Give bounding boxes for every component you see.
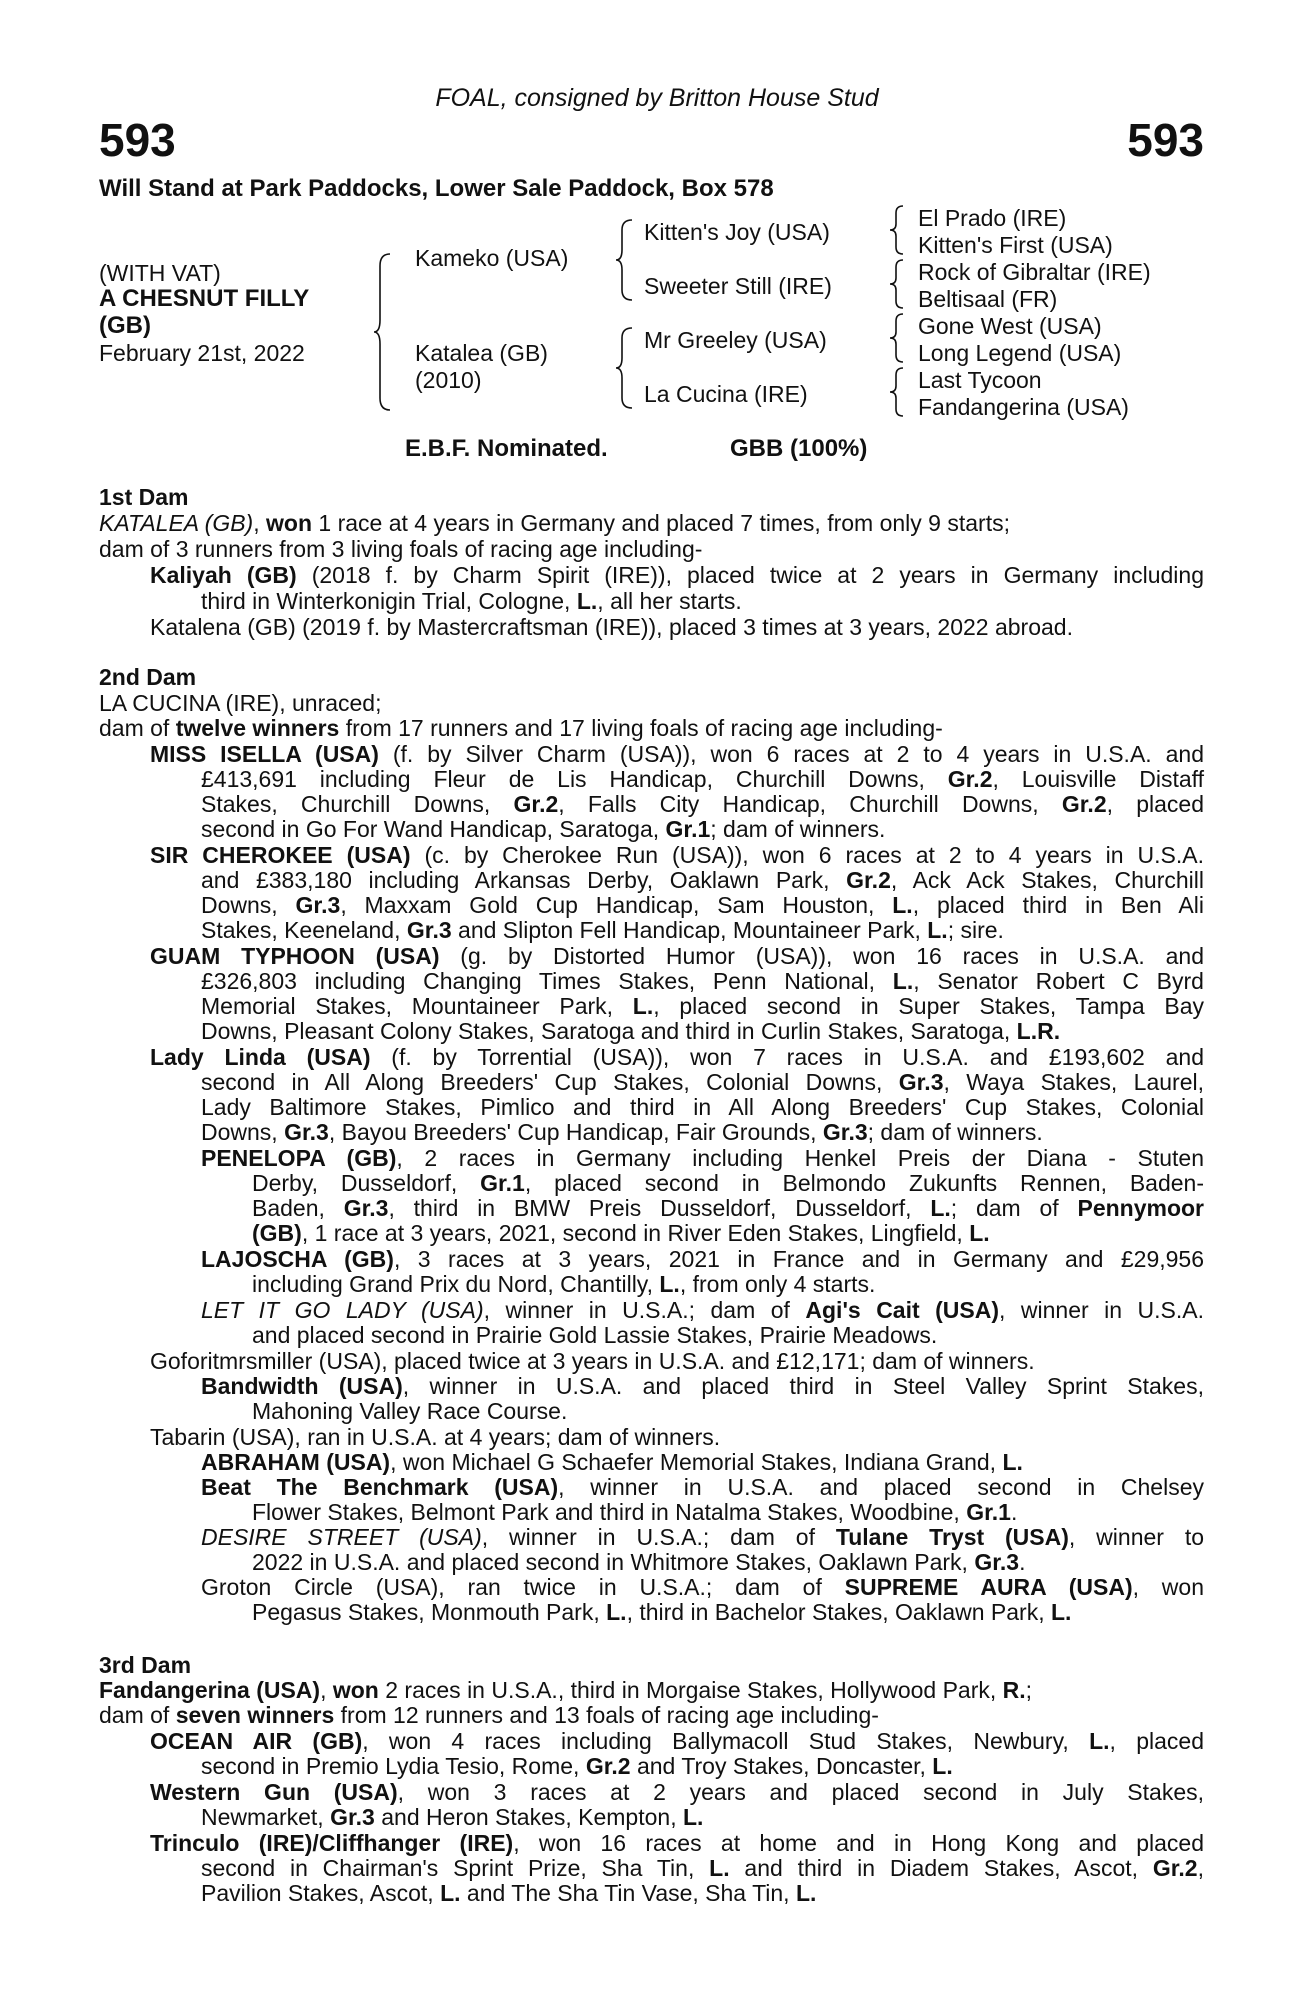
second-dam-line: dam of twelve winners from 17 runners and 17 living foals of racing age including- <box>99 715 943 741</box>
ancestor-8: Fandangerina (USA) <box>918 394 1129 420</box>
sire-sire-name: Kitten's Joy (USA) <box>644 219 830 245</box>
pedigree-brace-g3 <box>890 312 906 364</box>
dam-name: Katalea (GB) <box>415 340 548 366</box>
second-dam-line: and placed second in Prairie Gold Lassie Stakes, Prairie Meadows. <box>252 1322 938 1348</box>
third-dam-line: Pavilion Stakes, Ascot, L. and The Sha Tin Vase, Sha Tin, L. <box>201 1880 817 1906</box>
second-dam-line: MISS ISELLA (USA) (f. by Silver Charm (USA)), won 6 races at 2 to 4 years in U.S.A. and <box>150 741 1204 767</box>
ancestor-3: Rock of Gibraltar (IRE) <box>918 259 1151 285</box>
ancestor-2: Kitten's First (USA) <box>918 232 1113 258</box>
ancestor-1: El Prado (IRE) <box>918 205 1067 231</box>
foaling-date: February 21st, 2022 <box>99 340 305 366</box>
lot-number-right: 593 <box>1127 114 1204 166</box>
second-dam-line: Mahoning Valley Race Course. <box>252 1398 568 1424</box>
pedigree-brace-sire <box>616 218 636 302</box>
third-dam-line: Fandangerina (USA), won 2 races in U.S.A., third in Morgaise Stakes, Hollywood Park, R.; <box>99 1677 1033 1703</box>
ebf-nomination: E.B.F. Nominated. <box>405 435 608 462</box>
first-dam-line: Katalena (GB) (2019 f. by Mastercraftsman (IRE)), placed 3 times at 3 years, 2022 abroad. <box>150 614 1073 640</box>
dam-sire-name: Mr Greeley (USA) <box>644 327 827 353</box>
ancestor-5: Gone West (USA) <box>918 313 1102 339</box>
third-dam-line: Newmarket, Gr.3 and Heron Stakes, Kempton, L. <box>201 1804 704 1830</box>
second-dam-line: Downs, Gr.3, Bayou Breeders' Cup Handicap, Fair Grounds, Gr.3; dam of winners. <box>201 1119 1043 1145</box>
ancestor-4: Beltisaal (FR) <box>918 286 1058 312</box>
second-dam-line: Downs, Gr.3, Maxxam Gold Cup Handicap, Sam Houston, L., placed third in Ben Ali <box>201 892 1204 918</box>
ancestor-7: Last Tycoon <box>918 367 1042 393</box>
second-dam-line: SIR CHEROKEE (USA) (c. by Cherokee Run (USA)), won 6 races at 2 to 4 years in U.S.A. <box>150 842 1204 868</box>
ancestor-6: Long Legend (USA) <box>918 340 1122 366</box>
sire-name: Kameko (USA) <box>415 245 569 271</box>
vat-note: (WITH VAT) <box>99 260 221 286</box>
consignor-line: FOAL, consigned by Britton House Stud <box>435 84 879 112</box>
second-dam-line: Pegasus Stakes, Monmouth Park, L., third in Bachelor Stakes, Oaklawn Park, L. <box>252 1599 1072 1625</box>
first-dam-heading: 1st Dam <box>99 484 189 510</box>
third-dam-line: OCEAN AIR (GB), won 4 races including Ballymacoll Stud Stakes, Newbury, L., placed <box>150 1728 1204 1754</box>
second-dam-line: Groton Circle (USA), ran twice in U.S.A.; dam of SUPREME AURA (USA), won <box>201 1574 1204 1600</box>
third-dam-line: dam of seven winners from 12 runners and 13 foals of racing age including- <box>99 1702 879 1728</box>
pedigree-brace-main <box>374 252 394 412</box>
second-dam-line: Memorial Stakes, Mountaineer Park, L., placed second in Super Stakes, Tampa Bay <box>201 993 1204 1019</box>
second-dam-line: and £383,180 including Arkansas Derby, Oaklawn Park, Gr.2, Ack Ack Stakes, Churchill <box>201 867 1204 893</box>
second-dam-line: Stakes, Churchill Downs, Gr.2, Falls City Handicap, Churchill Downs, Gr.2, placed <box>201 791 1205 817</box>
third-dam-line: Trinculo (IRE)/Cliffhanger (IRE), won 16 races at home and in Hong Kong and placed <box>150 1830 1204 1856</box>
stand-location: Will Stand at Park Paddocks, Lower Sale Paddock, Box 578 <box>99 175 774 202</box>
second-dam-line: Bandwidth (USA), winner in U.S.A. and placed third in Steel Valley Sprint Stakes, <box>201 1373 1204 1399</box>
second-dam-line: DESIRE STREET (USA), winner in U.S.A.; dam of Tulane Tryst (USA), winner to <box>201 1524 1204 1550</box>
second-dam-line: £326,803 including Changing Times Stakes, Penn National, L., Senator Robert C Byrd <box>201 968 1204 994</box>
second-dam-line: Beat The Benchmark (USA), winner in U.S.A. and placed second in Chelsey <box>201 1474 1204 1500</box>
pedigree-brace-g2 <box>890 258 906 310</box>
second-dam-line: £413,691 including Fleur de Lis Handicap, Churchill Downs, Gr.2, Louisville Distaff <box>201 766 1204 792</box>
horse-name: A CHESNUT FILLY <box>99 285 310 312</box>
second-dam-line: GUAM TYPHOON (USA) (g. by Distorted Humor (USA)), won 16 races in U.S.A. and <box>150 943 1204 969</box>
second-dam-line: LAJOSCHA (GB), 3 races at 3 years, 2021 in France and in Germany and £29,956 <box>201 1246 1205 1272</box>
sire-dam-name: Sweeter Still (IRE) <box>644 273 832 299</box>
pedigree-brace-g4 <box>890 366 906 418</box>
second-dam-line: second in All Along Breeders' Cup Stakes, Colonial Downs, Gr.3, Waya Stakes, Laurel, <box>201 1069 1204 1095</box>
pedigree-brace-g1 <box>890 204 906 256</box>
dam-dam-name: La Cucina (IRE) <box>644 381 808 407</box>
lot-number-left: 593 <box>99 114 176 166</box>
third-dam-line: second in Premio Lydia Tesio, Rome, Gr.2 and Troy Stakes, Doncaster, L. <box>201 1753 953 1779</box>
second-dam-line: Downs, Pleasant Colony Stakes, Saratoga and third in Curlin Stakes, Saratoga, L.R. <box>201 1018 1061 1044</box>
pedigree-brace-dam <box>616 326 636 410</box>
second-dam-line: LET IT GO LADY (USA), winner in U.S.A.; dam of Agi's Cait (USA), winner in U.S.A. <box>201 1297 1204 1323</box>
horse-origin: (GB) <box>99 312 151 339</box>
gbb-rating: GBB (100%) <box>730 435 868 462</box>
second-dam-line: (GB), 1 race at 3 years, 2021, second in River Eden Stakes, Lingfield, L. <box>252 1220 990 1246</box>
second-dam-line: second in Go For Wand Handicap, Saratoga, Gr.1; dam of winners. <box>201 816 886 842</box>
second-dam-line: Tabarin (USA), ran in U.S.A. at 4 years; dam of winners. <box>150 1424 721 1450</box>
second-dam-line: Lady Baltimore Stakes, Pimlico and third in All Along Breeders' Cup Stakes, Colonial <box>201 1094 1204 1120</box>
second-dam-line: 2022 in U.S.A. and placed second in Whitmore Stakes, Oaklawn Park, Gr.3. <box>252 1549 1026 1575</box>
third-dam-heading: 3rd Dam <box>99 1652 192 1678</box>
second-dam-line: Goforitmrsmiller (USA), placed twice at 3 years in U.S.A. and £12,171; dam of winners. <box>150 1348 1035 1374</box>
dam-year: (2010) <box>415 367 482 393</box>
second-dam-heading: 2nd Dam <box>99 664 197 690</box>
second-dam-line: Stakes, Keeneland, Gr.3 and Slipton Fell Handicap, Mountaineer Park, L.; sire. <box>201 917 1004 943</box>
second-dam-line: Flower Stakes, Belmont Park and third in Natalma Stakes, Woodbine, Gr.1. <box>252 1499 1018 1525</box>
first-dam-line: dam of 3 runners from 3 living foals of racing age including- <box>99 536 703 562</box>
second-dam-line: Derby, Dusseldorf, Gr.1, placed second in Belmondo Zukunfts Rennen, Baden- <box>252 1170 1205 1196</box>
third-dam-line: second in Chairman's Sprint Prize, Sha Tin, L. and third in Diadem Stakes, Ascot, Gr.2, <box>201 1855 1204 1881</box>
second-dam-line: Baden, Gr.3, third in BMW Preis Dusseldorf, Dusseldorf, L.; dam of Pennymoor <box>252 1195 1205 1221</box>
first-dam-line: KATALEA (GB), won 1 race at 4 years in Germany and placed 7 times, from only 9 starts; <box>99 510 1010 536</box>
second-dam-line: LA CUCINA (IRE), unraced; <box>99 690 382 716</box>
second-dam-line: PENELOPA (GB), 2 races in Germany including Henkel Preis der Diana - Stuten <box>201 1145 1204 1171</box>
first-dam-line: Kaliyah (GB) (2018 f. by Charm Spirit (IRE)), placed twice at 2 years in Germany including <box>150 562 1204 588</box>
third-dam-line: Western Gun (USA), won 3 races at 2 years and placed second in July Stakes, <box>150 1779 1204 1805</box>
second-dam-line: ABRAHAM (USA), won Michael G Schaefer Memorial Stakes, Indiana Grand, L. <box>201 1449 1023 1475</box>
first-dam-line: third in Winterkonigin Trial, Cologne, L., all her starts. <box>201 588 742 614</box>
second-dam-line: including Grand Prix du Nord, Chantilly, L., from only 4 starts. <box>252 1271 876 1297</box>
second-dam-line: Lady Linda (USA) (f. by Torrential (USA)), won 7 races in U.S.A. and £193,602 and <box>150 1044 1204 1070</box>
